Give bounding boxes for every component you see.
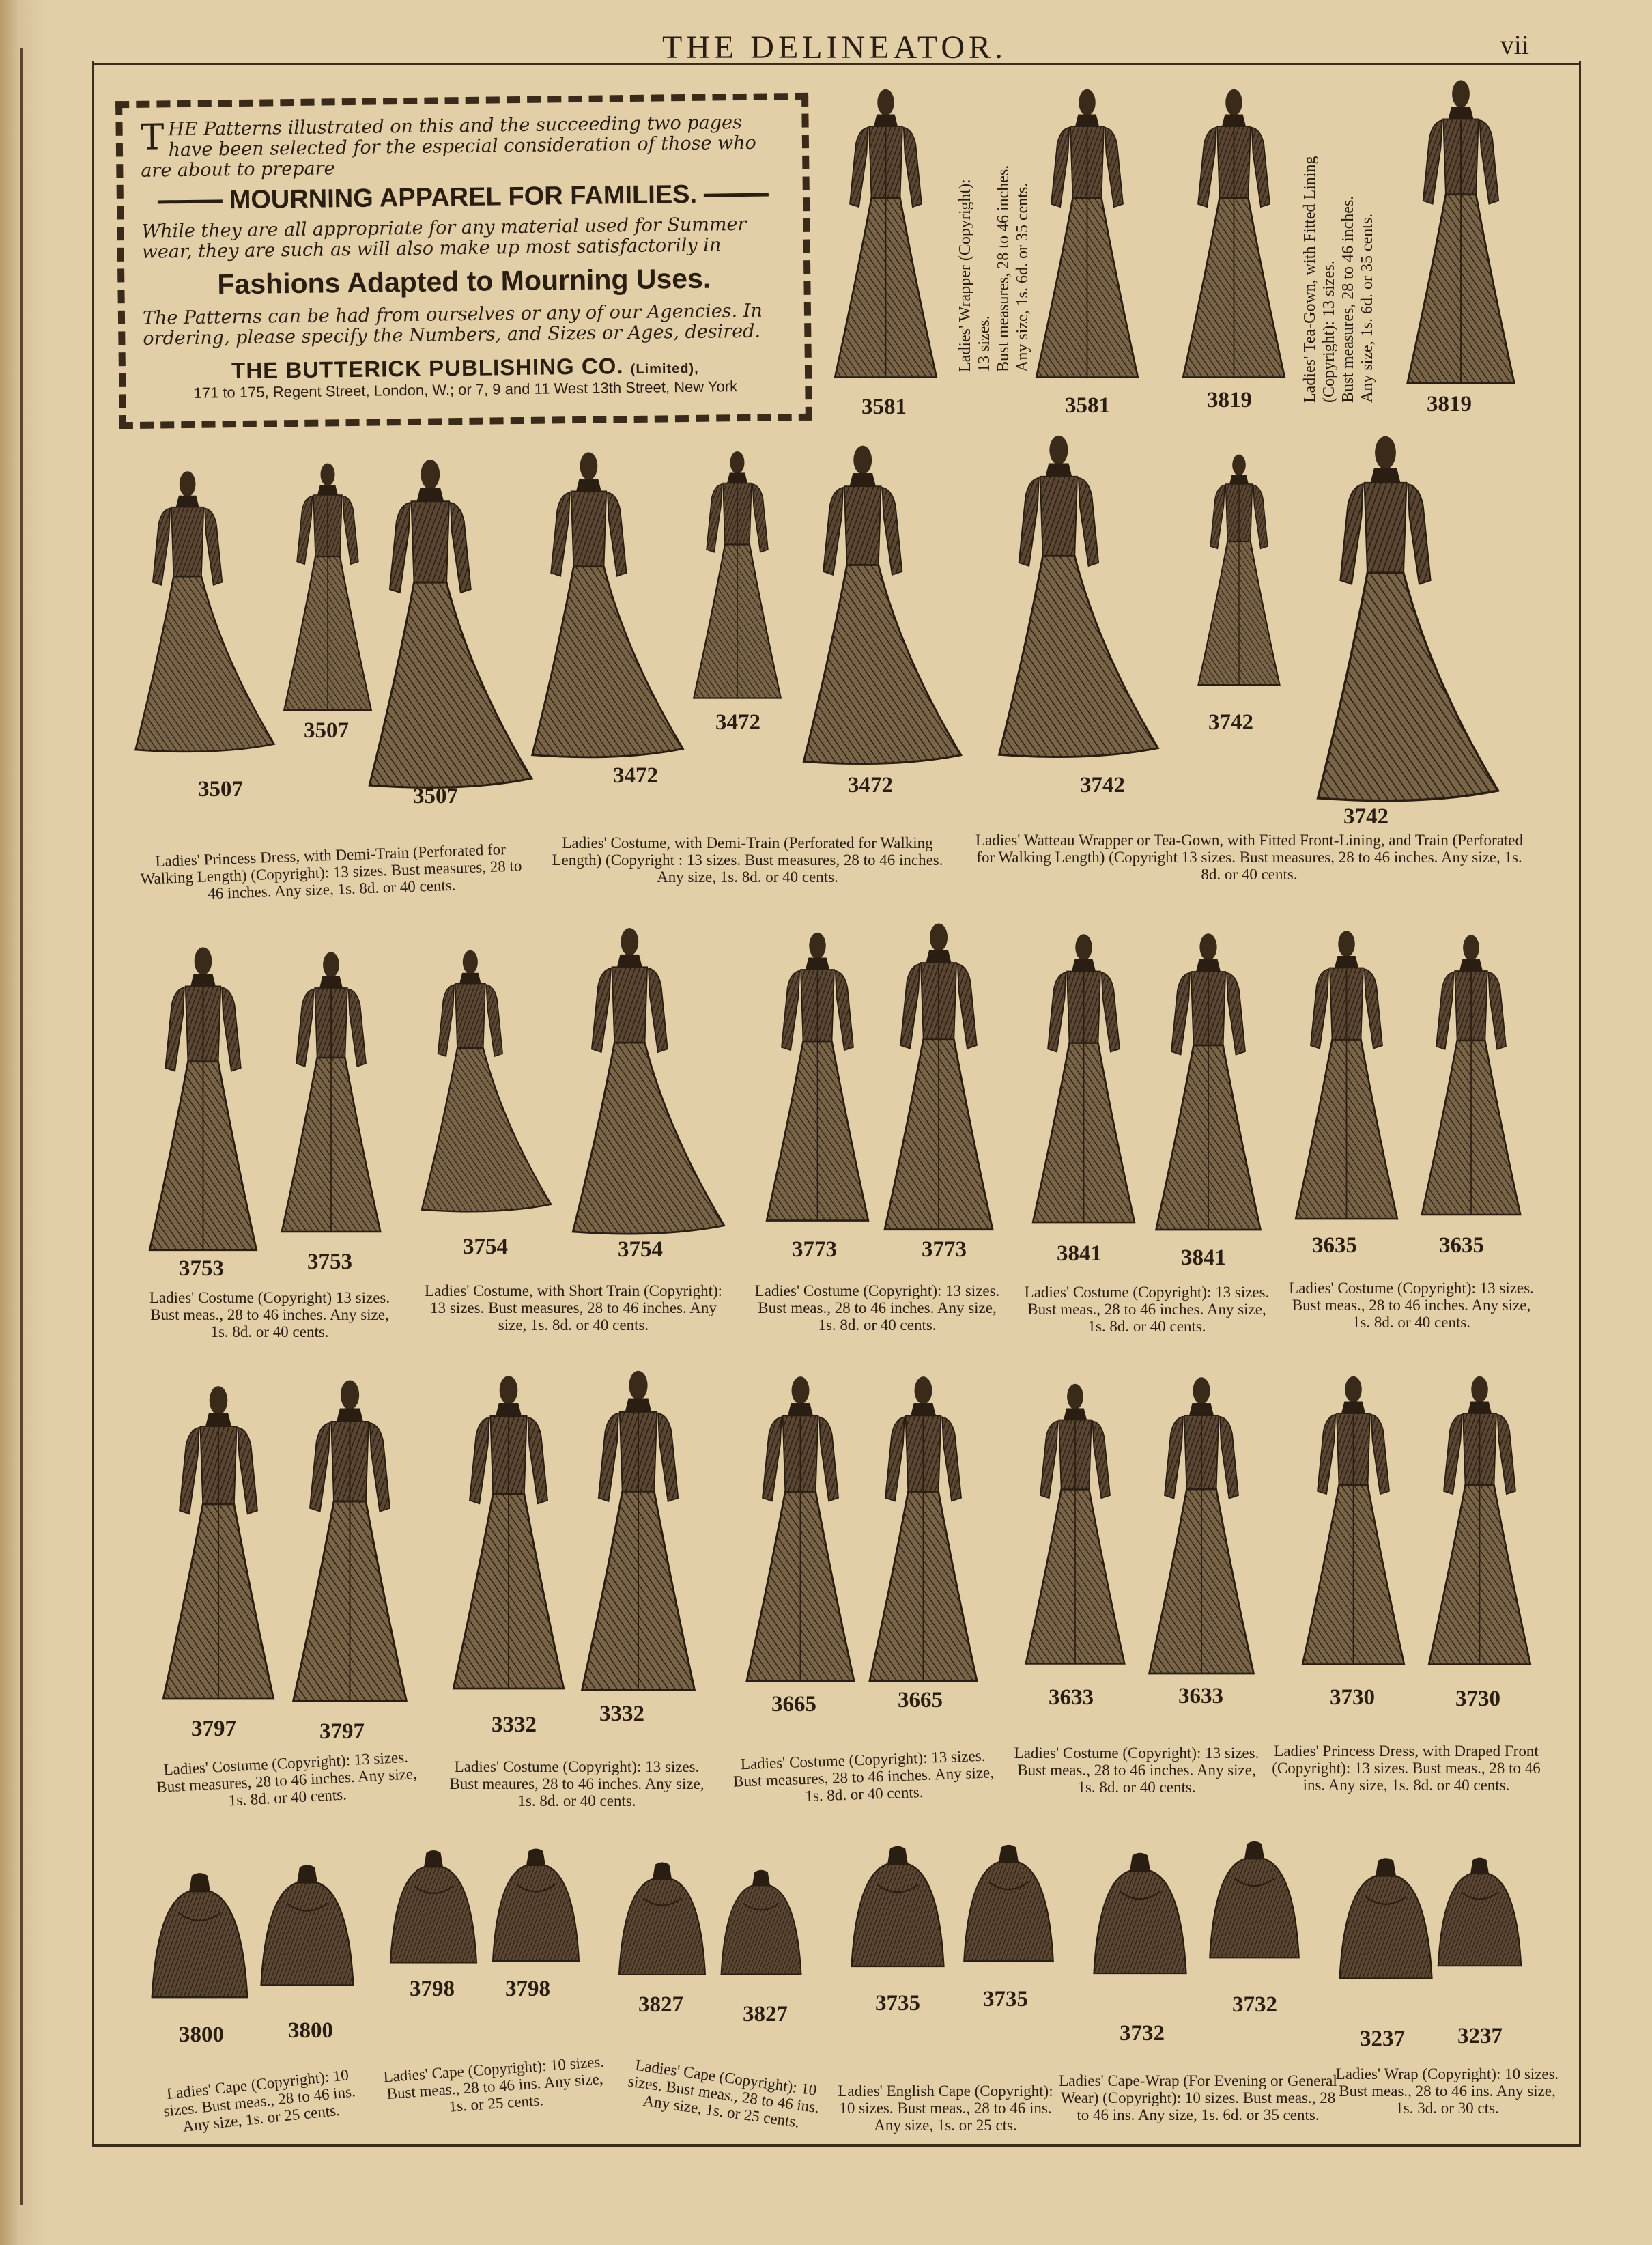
pattern-number: 3507 [198, 777, 243, 802]
gown-illustration [140, 942, 266, 1256]
figure-3742-front [969, 430, 1188, 761]
figure-3633-front [1017, 1366, 1133, 1683]
caption-3507: Ladies' Princess Dress, with Demi-Train (Perforated for Walking Length) (Copyright): 13 sizes. Bust measures, 28 to 46 inches. Any size, 1s. 8d. or 40 cents. [140, 841, 522, 903]
gown-illustration [1147, 918, 1270, 1246]
pattern-number: 3819 [1427, 392, 1472, 416]
header-rule [92, 63, 1579, 65]
caption-line: Ladies' Wrapper (Copyright): [956, 179, 974, 372]
figure-3730-front [1294, 1362, 1413, 1680]
cape-illustration [717, 1850, 806, 2001]
pattern-number: 3237 [1360, 2027, 1405, 2051]
caption-3332: Ladies' Costume (Copyright): 13 sizes. Bust meaures, 28 to 46 inches. Any size, 1s. 8d. or 40 cents. [449, 1758, 704, 1809]
figure-3742-walking [1191, 437, 1287, 703]
publisher-name-text: THE BUTTERICK PUBLISHING CO. [231, 353, 624, 384]
pattern-number: 3581 [861, 395, 907, 419]
pattern-number: 3730 [1330, 1685, 1375, 1710]
caption-3827: Ladies' Cape (Copyright): 10 sizes. Bust meas., 28 to 46 ins. Any size, 1s. or 25 cents. [627, 2056, 821, 2131]
wrapper-caption-vertical [956, 165, 1032, 372]
caption-3665: Ladies' Costume (Copyright): 13 sizes. Bust measures, 28 to 46 inches. Any size, 1s. 8d. or 40 cents. [732, 1747, 995, 1805]
pattern-number: 3742 [1343, 804, 1388, 829]
gown-illustration [1294, 1362, 1413, 1680]
cape-illustration [147, 1861, 253, 2018]
notice-ordering: The Patterns can be had from ourselves or any of our Agencies. In ordering, please specify the Numbers, and Sizes or Ages, desired. [142, 300, 763, 350]
pattern-number: 3237 [1457, 2024, 1503, 2048]
gown-illustration [1174, 79, 1294, 389]
pattern-number: 3633 [1178, 1684, 1223, 1708]
gown-illustration [737, 1369, 864, 1690]
pattern-number: 3732 [1232, 1992, 1277, 2017]
caption-line: Bust measures, 28 to 46 inches. [1339, 195, 1357, 403]
caption-3635: Ladies' Costume (Copyright): 13 sizes. Bust meas., 28 to 46 inches. Any size, 1s. 8d. or 40 cents. [1289, 1280, 1534, 1331]
notice-body: While they are all appropriate for any material used for Summer wear, they are such as will also make up most satisfactorily in [141, 213, 747, 263]
figure-3665-front [737, 1369, 864, 1690]
teagown-caption-vertical [1300, 156, 1377, 403]
pattern-number: 3841 [1181, 1245, 1226, 1270]
pattern-number: 3635 [1312, 1233, 1357, 1258]
pattern-number: 3841 [1057, 1241, 1102, 1266]
pattern-number: 3472 [848, 773, 893, 797]
pattern-number: 3753 [307, 1249, 352, 1274]
publisher-address: 171 to 175, Regent Street, London, W.; or 7, 9 and 11 West 13th Street, New York [193, 378, 738, 401]
gown-illustration [283, 1372, 416, 1710]
cape-illustration [386, 1840, 481, 1980]
gown-illustration [860, 1369, 986, 1690]
figure-3754-front [416, 925, 556, 1236]
book-spine [0, 0, 48, 2245]
caption-3797: Ladies' Costume (Copyright): 13 sizes. Bust measures, 28 to 46 inches. Any size, 1s. 8d. or 40 cents. [156, 1748, 418, 1809]
figure-3753-back [273, 935, 389, 1249]
pattern-number: 3753 [179, 1256, 224, 1281]
figure-3827-front [614, 1850, 710, 1994]
figure-3800-back [256, 1844, 358, 2014]
pattern-number: 3665 [898, 1688, 943, 1712]
caption-3730: Ladies' Princess Dress, with Draped Front (Copyright): 13 sizes. Bust meas., 28 to 46 ins. Any size, 1s. 8d. or 40 cents. [1272, 1742, 1541, 1794]
pattern-number: 3827 [638, 1992, 683, 2017]
gown-illustration [874, 918, 1003, 1236]
gown-illustration [1027, 79, 1147, 389]
gown-illustration [416, 925, 556, 1236]
cape-illustration [1335, 1823, 1437, 2021]
caption-3237: Ladies' Wrap (Copyright): 10 sizes. Bust meas., 28 to 46 ins. Any size, 1s. 3d. or 30 cts. [1335, 2065, 1559, 2117]
caption-3773: Ladies' Costume (Copyright): 13 sizes. Bust meas., 28 to 46 inches. Any size, 1s. 8d. or 40 cents. [754, 1282, 1000, 1333]
figure-3237-back [1434, 1830, 1526, 2001]
gown-illustration [526, 447, 689, 761]
caption-line: Any size, 1s. 6d. or 35 cents. [1358, 213, 1376, 403]
figure-3753-front [140, 942, 266, 1256]
cape-illustration [1434, 1830, 1526, 2001]
caption-line: 13 sizes. [975, 315, 993, 372]
notice-intro-text: HE Patterns illustrated on this and the succeeding two pages have been selected for the especial consideration of those who are about to prepare [141, 112, 757, 182]
pattern-number: 3735 [875, 1991, 920, 2016]
gown-illustration [1413, 918, 1529, 1232]
cape-illustration [959, 1837, 1058, 1977]
gown-illustration [130, 454, 280, 768]
drop-cap: T [140, 117, 165, 158]
cape-illustration [1205, 1826, 1304, 1980]
pattern-number: 3800 [179, 2022, 224, 2047]
caption-3798: Ladies' Cape (Copyright): 10 sizes. Bust meas., 28 to 46 ins. Any size, 1s. or 25 cents. [382, 2052, 605, 2115]
figure-3665-back [860, 1369, 986, 1690]
figure-3819-front [1174, 79, 1294, 389]
pattern-number: 3332 [492, 1712, 537, 1737]
figure-3798-back [488, 1840, 584, 1977]
figure-3742-back [1287, 430, 1529, 806]
pattern-number: 3742 [1208, 710, 1253, 735]
figure-3730-back [1420, 1362, 1539, 1680]
gown-illustration [1024, 918, 1143, 1239]
gown-illustration [1396, 75, 1526, 389]
gown-illustration [1017, 1366, 1133, 1683]
figure-3773-front [758, 918, 877, 1236]
caption-3732: Ladies' Cape-Wrap (For Evening or General Wear) (Copyright): 10 sizes. Bust meas., 28 to 46 ins. Any size, 1s. 6d. or 35 cents. [1059, 2072, 1337, 2123]
caption-line: Ladies' Tea-Gown, with Fitted Lining [1301, 156, 1319, 403]
figure-3800-front [147, 1861, 253, 2018]
caption-3633: Ladies' Costume (Copyright): 13 sizes. Bust meas., 28 to 46 inches. Any size, 1s. 8d. or 40 cents. [1014, 1745, 1259, 1796]
notice-subheading: Fashions Adapted to Mourning Uses. [217, 262, 711, 300]
figure-3237-front [1335, 1823, 1437, 2021]
figure-3735-back [959, 1837, 1058, 1977]
gown-illustration [969, 430, 1188, 761]
figure-3472-front [526, 447, 689, 761]
gown-illustration [1420, 1362, 1539, 1680]
caption-line: (Copyright): 13 sizes. [1320, 260, 1338, 403]
caption-3735: Ladies' English Cape (Copyright): 10 sizes. Bust meas., 28 to 46 ins. Any size, 1s. or 25 cts. [838, 2082, 1053, 2134]
gown-illustration [686, 444, 788, 707]
gown-illustration [826, 79, 945, 389]
figure-3732-front [1089, 1830, 1191, 2004]
pattern-number: 3732 [1120, 2021, 1165, 2046]
pattern-number: 3332 [599, 1702, 644, 1726]
pattern-number: 3773 [792, 1237, 837, 1262]
figure-3819-back [1396, 75, 1526, 389]
figure-3841-front [1024, 918, 1143, 1239]
figure-3827-back [717, 1850, 806, 2001]
mourning-notice-box [115, 93, 812, 429]
gown-illustration [567, 922, 730, 1239]
figure-3635-back [1413, 918, 1529, 1232]
figure-3841-back [1147, 918, 1270, 1246]
figure-3754-back [567, 922, 730, 1239]
caption-3754: Ladies' Costume, with Short Train (Copyright): 13 sizes. Bust measures, 28 to 46 inches. Any size, 1s. 8d. or 40 cents. [424, 1282, 723, 1333]
pattern-number: 3797 [319, 1719, 365, 1744]
pattern-number: 3797 [191, 1717, 236, 1741]
figure-3581-front [826, 79, 945, 389]
pattern-number: 3735 [983, 1987, 1028, 2011]
page-title: THE DELINEATOR. [661, 29, 1008, 66]
pattern-number: 3507 [413, 784, 458, 808]
gown-illustration [154, 1379, 283, 1707]
gown-illustration [1287, 918, 1406, 1232]
heading-rule-left [158, 200, 223, 204]
figure-3507-back [362, 454, 539, 792]
figure-3735-front [846, 1840, 949, 1980]
gown-illustration [1140, 1369, 1263, 1683]
cape-illustration [846, 1840, 949, 1980]
caption-line: Bust measures, 28 to 46 inches. [995, 165, 1012, 372]
caption-3742: Ladies' Watteau Wrapper or Tea-Gown, with Fitted Front-Lining, and Train (Perforated for Walking Length) (Copyright 13 sizes. Bust measures, 28 to 46 inches. Any size, 1s. 8d. or 40 cents. [975, 832, 1524, 883]
pattern-number: 3754 [618, 1237, 663, 1262]
figure-3472-back [795, 440, 969, 768]
figure-3472-walking [686, 444, 788, 707]
figure-3633-back [1140, 1369, 1263, 1683]
figure-3507-front [130, 454, 280, 768]
cape-illustration [256, 1844, 358, 2014]
pattern-number: 3773 [922, 1237, 967, 1262]
page-number: vii [1500, 29, 1529, 60]
pattern-number: 3798 [410, 1977, 455, 2001]
pattern-number: 3635 [1439, 1233, 1484, 1258]
gown-illustration [444, 1366, 573, 1700]
gown-illustration [570, 1366, 707, 1697]
pattern-number: 3581 [1065, 393, 1110, 418]
pattern-number: 3665 [771, 1692, 816, 1717]
figure-3332-back [570, 1366, 707, 1697]
gown-illustration [273, 935, 389, 1249]
pattern-number: 3819 [1207, 388, 1252, 412]
gown-illustration [1287, 430, 1529, 806]
gown-illustration [758, 918, 877, 1236]
cape-illustration [614, 1850, 710, 1994]
caption-3472: Ladies' Costume, with Demi-Train (Perforated for Walking Length) (Copyright : 13 sizes. Bust measures, 28 to 46 inches. Any size, 1s. 8d. or 40 cents. [552, 834, 943, 886]
pattern-number: 3827 [743, 2002, 788, 2027]
gown-illustration [795, 440, 969, 768]
notice-intro [140, 112, 784, 182]
notice-heading [141, 179, 785, 216]
figure-3732-back [1205, 1826, 1304, 1980]
pattern-number: 3472 [613, 763, 658, 788]
figure-3798-front [386, 1840, 481, 1980]
caption-3841: Ladies' Costume (Copyright): 13 sizes. Bust meas., 28 to 46 inches. Any size, 1s. 8d. or 40 cents. [1024, 1284, 1270, 1335]
gown-illustration [1191, 437, 1287, 703]
caption-3800: Ladies' Cape (Copyright): 10 sizes. Bust meas., 28 to 46 ins. Any size, 1s. or 25 cents. [162, 2066, 356, 2135]
figure-3797-front [154, 1379, 283, 1707]
cape-illustration [1089, 1830, 1191, 2004]
pattern-number: 3472 [715, 710, 760, 735]
figure-3332-front [444, 1366, 573, 1700]
heading-rule-right [704, 193, 769, 197]
pattern-number: 3633 [1049, 1685, 1094, 1710]
pattern-number: 3730 [1455, 1686, 1500, 1711]
publisher-suffix: (Limited), [630, 361, 699, 378]
spine-edge-line [0, 48, 23, 2205]
gown-illustration [362, 454, 539, 792]
pattern-number: 3742 [1080, 773, 1125, 797]
pattern-number: 3507 [304, 718, 349, 743]
caption-3753: Ladies' Costume (Copyright) 13 sizes. Bust meas., 28 to 46 inches. Any size, 1s. 8d. or 40 cents. [149, 1289, 390, 1340]
pattern-number: 3798 [505, 1977, 550, 2001]
figure-3635-front [1287, 918, 1406, 1232]
pattern-number: 3800 [288, 2018, 333, 2043]
cape-illustration [488, 1840, 584, 1977]
figure-3581-back [1027, 79, 1147, 389]
caption-line: Any size, 1s. 6d. or 35 cents. [1014, 182, 1031, 372]
notice-heading-text: MOURNING APPAREL FOR FAMILIES. [229, 180, 698, 215]
pattern-number: 3754 [463, 1234, 508, 1259]
figure-3773-back [874, 918, 1003, 1236]
figure-3797-back [283, 1372, 416, 1710]
